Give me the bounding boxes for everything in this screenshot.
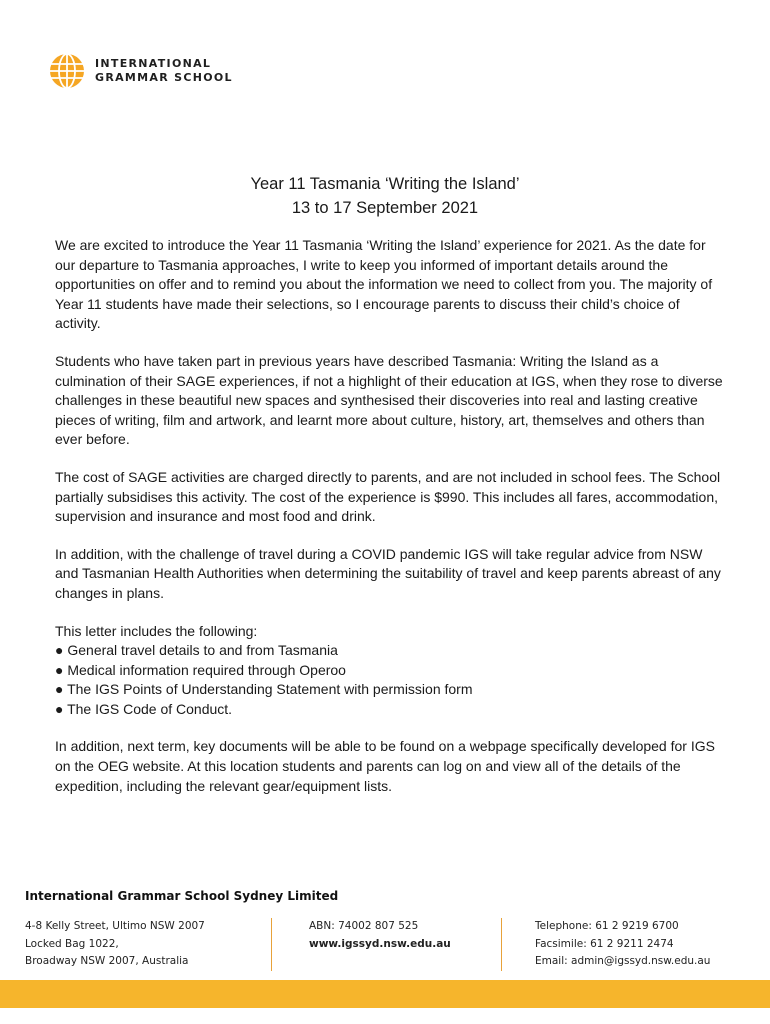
- paragraph-4: In addition, with the challenge of travel during a COVID pandemic IGS will take regular advice from NSW and Tasmanian Health Authorities when determining the suitability of travel and keep parents abreast of any changes in plans.: [55, 545, 721, 601]
- globe-icon: [48, 52, 86, 90]
- included-items-list: [55, 641, 723, 719]
- letter-title: [0, 172, 770, 220]
- paragraph-1: We are excited to introduce the Year 11 Tasmania ‘Writing the Island’ experience for 2021. As the date for our departure to Tasmania approaches, I write to keep you informed of important details around the opportunities on offer and to remind you about the information we need to collect from you. The majority of Year 11 students have made their selections, so I encourage parents to discuss their child’s choice of activity.: [55, 237, 713, 332]
- address-line-3: Broadway NSW 2007, Australia: [25, 955, 189, 967]
- logo-line-1: INTERNATIONAL: [95, 57, 212, 70]
- website-link[interactable]: www.igssyd.nsw.edu.au: [309, 937, 451, 950]
- logo-wordmark: [95, 57, 233, 85]
- paragraph-3: The cost of SAGE activities are charged directly to parents, and are not included in school fees. The School partially subsidises this activity. The cost of the experience is $990. This includes all fares, accommodation, supervision and insurance and most food and drink.: [55, 468, 721, 525]
- letter-body: [55, 236, 723, 814]
- list-item: ● Medical information required through Operoo: [55, 661, 723, 681]
- list-item: ● The IGS Points of Understanding Statement with permission form: [55, 680, 723, 700]
- footer: [25, 918, 745, 971]
- footer-org-name: International Grammar School Sydney Limited: [25, 889, 339, 903]
- school-logo: [48, 52, 233, 90]
- telephone: Telephone: 61 2 9219 6700: [535, 920, 679, 932]
- abn: ABN: 74002 807 525: [309, 920, 419, 932]
- list-item: ● The IGS Code of Conduct.: [55, 700, 723, 720]
- footer-registration: [271, 918, 501, 971]
- closing-paragraph: In addition, next term, key documents will be able to be found on a webpage specifically developed for IGS on the OEG website. At this location students and parents can log on and view all of the details of the expedition, including the relevant gear/equipment lists.: [55, 738, 715, 794]
- paragraph-2: Students who have taken part in previous years have described Tasmania: Writing the Island as a culmination of their SAGE experiences, if not a highlight of their education at IGS, when they rose to diverse challenges in these beautiful new spaces and synthesised their discoveries into real and lasting creative pieces of writing, film and artwork, and learnt more about culture, history, art, themselves and others than ever before.: [55, 352, 723, 448]
- footer-accent-bar: [0, 980, 770, 1008]
- title-line-1: Year 11 Tasmania ‘Writing the Island’: [250, 175, 520, 193]
- facsimile: Facsimile: 61 2 9211 2474: [535, 937, 674, 950]
- address-line-2: Locked Bag 1022,: [25, 937, 119, 950]
- logo-line-2: GRAMMAR SCHOOL: [95, 71, 233, 84]
- footer-contact: [501, 918, 745, 971]
- list-intro: This letter includes the following:: [55, 622, 258, 639]
- email-link[interactable]: Email: admin@igssyd.nsw.edu.au: [535, 955, 711, 967]
- list-item: ● General travel details to and from Tasmania: [55, 641, 723, 661]
- address-line-1: 4-8 Kelly Street, Ultimo NSW 2007: [25, 920, 205, 932]
- title-line-2: 13 to 17 September 2021: [291, 199, 479, 217]
- footer-address: [25, 918, 271, 971]
